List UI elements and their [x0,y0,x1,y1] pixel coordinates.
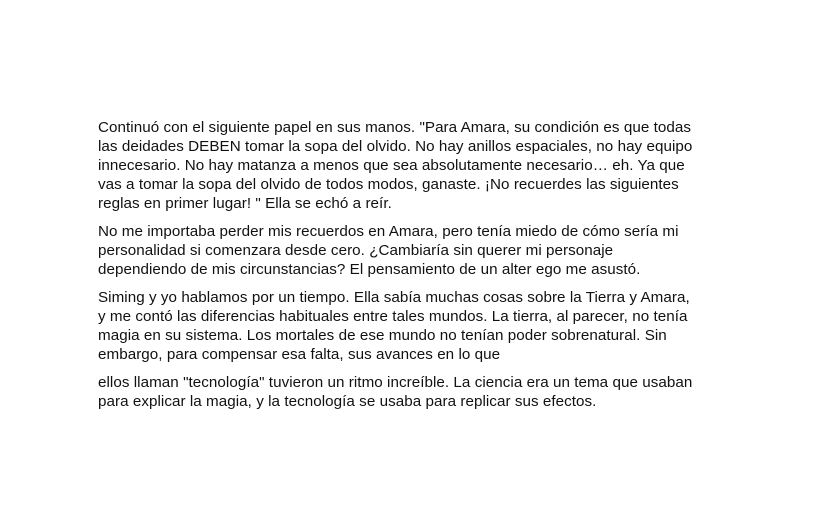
text-line: para explicar la magia, y la tecnología se usaba para replicar sus efectos. [98,393,597,410]
paragraph-4 [98,373,748,411]
paragraph-2 [98,222,748,279]
text-line: Siming y yo hablamos por un tiempo. Ella sabía muchas cosas sobre la Tierra y Amara, [98,289,690,306]
document-body [98,118,748,411]
text-line: dependiendo de mis circunstancias? El pensamiento de un alter ego me asustó. [98,261,641,278]
text-line: las deidades DEBEN tomar la sopa del olvido. No hay anillos espaciales, no hay equipo [98,138,693,155]
text-line: No me importaba perder mis recuerdos en Amara, pero tenía miedo de cómo sería mi [98,223,679,240]
text-line: y me contó las diferencias habituales entre tales mundos. La tierra, al parecer, no tenía [98,308,688,325]
text-line: embargo, para compensar esa falta, sus avances en lo que [98,346,501,363]
text-line: vas a tomar la sopa del olvido de todos modos, ganaste. ¡No recuerdes las siguientes [98,176,679,193]
text-line: ellos llaman "tecnología" tuvieron un ritmo increíble. La ciencia era un tema que usaban [98,374,693,391]
paragraph-1 [98,118,748,213]
text-line: Continuó con el siguiente papel en sus manos. "Para Amara, su condición es que todas [98,119,691,136]
paragraph-3 [98,288,748,364]
text-line: reglas en primer lugar! " Ella se echó a reír. [98,195,392,212]
text-line: magia en su sistema. Los mortales de ese mundo no tenían poder sobrenatural. Sin [98,327,667,344]
text-line: personalidad si comenzara desde cero. ¿Cambiaría sin querer mi personaje [98,242,614,259]
text-line: innecesario. No hay matanza a menos que sea absolutamente necesario… eh. Ya que [98,157,685,174]
